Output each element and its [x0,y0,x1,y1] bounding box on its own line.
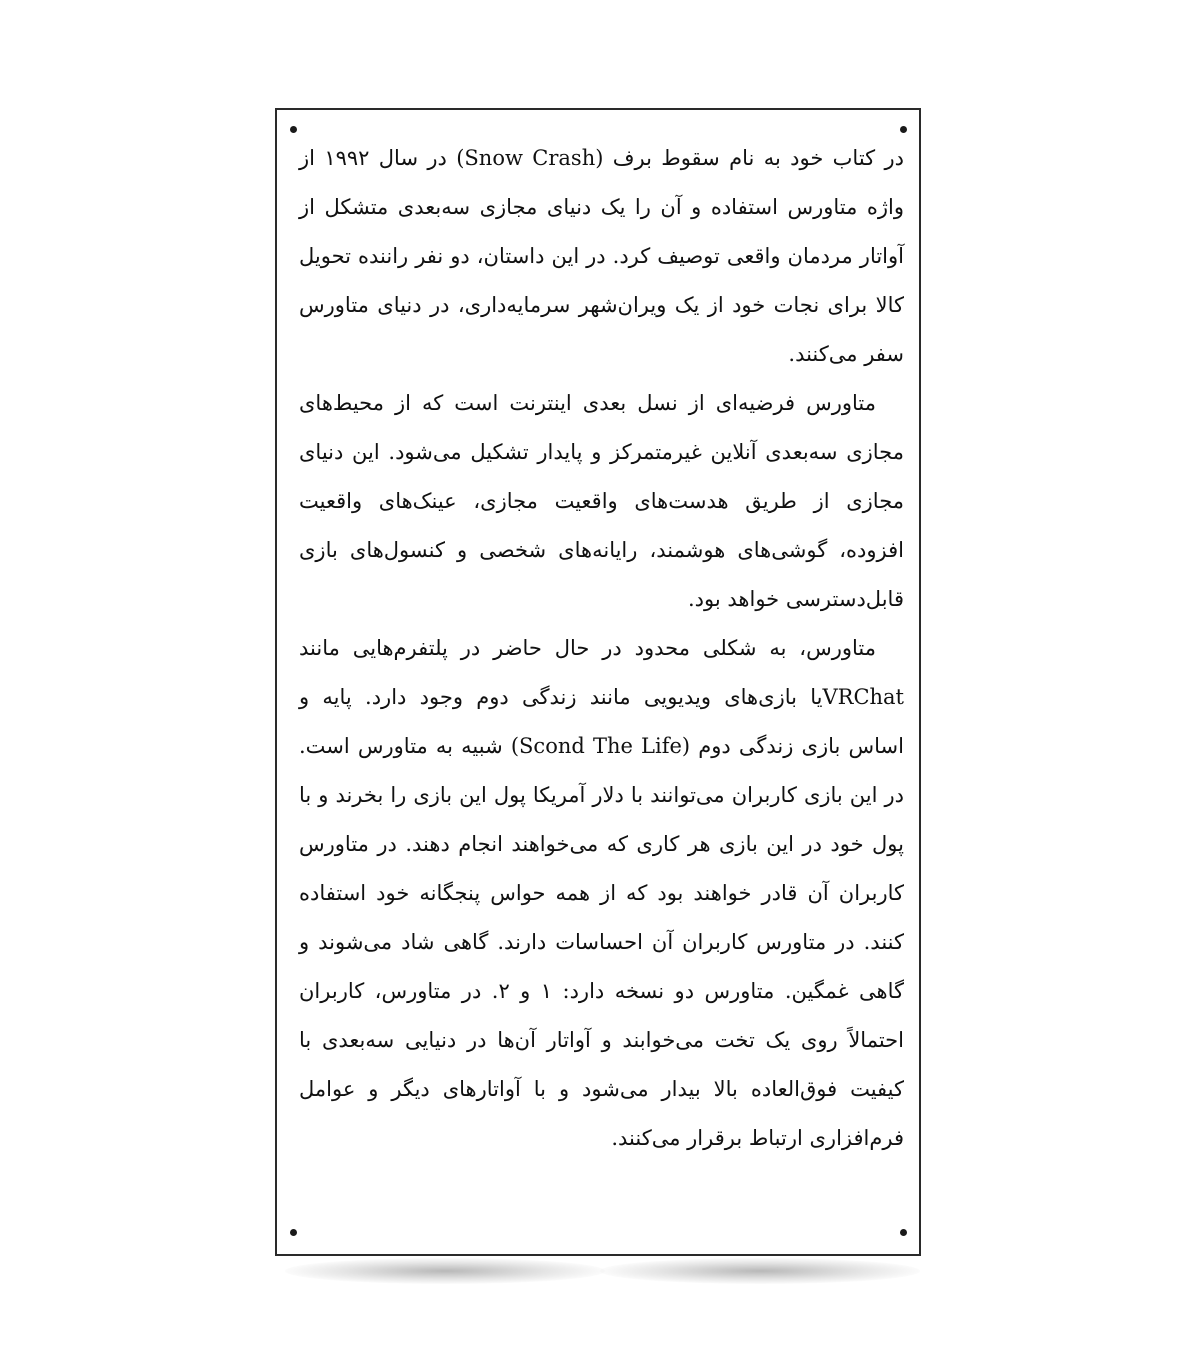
plaque-shadow-left [285,1258,605,1284]
plaque-shadow-right [600,1258,920,1284]
text-plaque [275,108,921,1256]
screw-bottom-left-icon [290,1229,297,1236]
screw-top-right-icon [900,126,907,133]
paragraph-1: در کتاب خود به نام سقوط برف (Snow Crash) در سال ۱۹۹۲ از واژه متاورس استفاده و آن را یک دنیای مجازی سه‌بعدی متشکل از آواتار مردمان واقعی توصیف کرد. در این داستان، دو نفر راننده تحویل کالا برای نجات خود از یک ویران‌شهر سرمایه‌داری، در دنیای متاورس سفر می‌کنند. [299,146,905,366]
screw-top-left-icon [290,126,297,133]
article-body [299,134,904,1163]
screw-bottom-right-icon [900,1229,907,1236]
paragraph-3: متاورس، به شکلی محدود در حال حاضر در پلتفرم‌هایی مانند VRChatیا بازی‌های ویدیویی مانند زندگی دوم وجود دارد. پایه و اساس بازی زندگی دوم (Scond The Life) شبیه به متاورس است. در این بازی کاربران می‌توانند با دلار آمریکا پول این بازی را بخرند و با پول خود در این بازی هر کاری که می‌خواهند انجام دهند. در متاورس کاربران آن قادر خواهند بود که از همه حواس پنجگانه خود استفاده کنند. در متاورس کاربران آن احساسات دارند. گاهی شاد می‌شوند و گاهی غمگین. متاورس دو نسخه دارد: ۱ و ۲. در متاورس، کاربران احتمالاً روی یک تخت می‌خوابند و آواتار آن‌ها در دنیایی سه‌بعدی با کیفیت فوق‌العاده بالا بیدار می‌شود و با آواتارهای دیگر و عوامل فرم‌افزاری ارتباط برقرار می‌کنند. [299,636,904,1150]
paragraph-2: متاورس فرضیه‌ای از نسل بعدی اینترنت است که از محیط‌های مجازی سه‌بعدی آنلاین غیرمتمرکز و پایدار تشکیل می‌شود. این دنیای مجازی از طریق هدست‌های واقعیت مجازی، عینک‌های واقعیت افزوده، گوشی‌های هوشمند، رایانه‌های شخصی و کنسول‌های بازی قابل‌دسترسی خواهد بود. [299,391,904,611]
